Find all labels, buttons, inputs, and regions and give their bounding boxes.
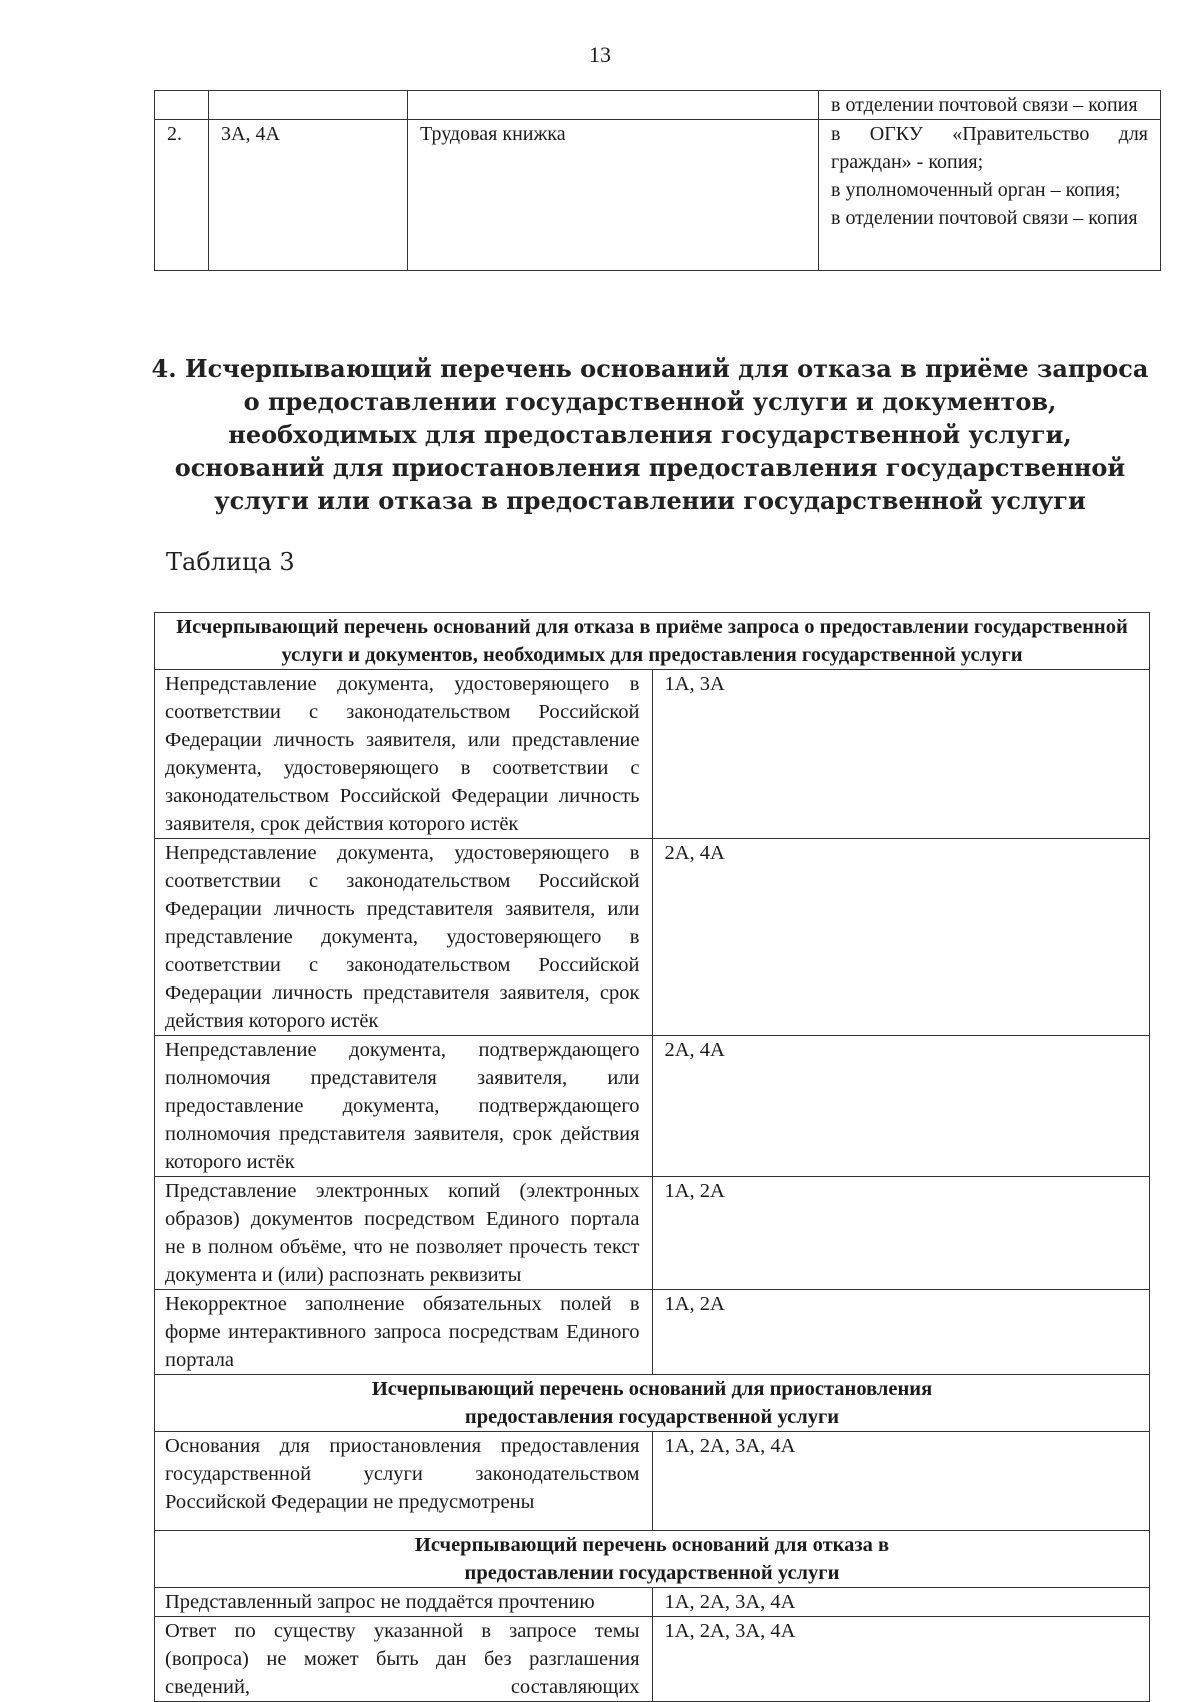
table-row	[155, 1177, 1150, 1290]
section-header-suspension: Исчерпывающий перечень оснований для приостановления предоставления государственной услуги	[155, 1375, 1150, 1432]
table-row	[155, 839, 1150, 1036]
section-header-row	[155, 1375, 1150, 1432]
table-row	[155, 1290, 1150, 1375]
table-cell	[819, 91, 1161, 120]
table-row	[155, 1036, 1150, 1177]
section-heading: 4. Исчерпывающий перечень оснований для отказа в приёме запроса о предоставлении государственной услуги и документов, необходимых для предоставления государственной услуги, оснований для приостановления предоставления государственной услуги или отказа в предоставлении государственной услуги	[151, 354, 1149, 515]
submission-cell	[819, 120, 1161, 271]
table-cell	[209, 91, 408, 120]
ground-text: Непредставление документа, удостоверяющего в соответствии с законодательством Российской Федерации личность представителя заявителя, или представление документа, удостоверяющего в соответствии с законодательством Российской Федерации личность представителя заявителя, срок действия которого истёк	[155, 839, 653, 1036]
section-header-row	[155, 1531, 1150, 1588]
submission-line: в ОГКУ «Правительство для граждан» - копия;	[831, 123, 1148, 173]
ground-codes: 1А, 2А, 3А, 4А	[652, 1432, 1150, 1531]
ground-text: Непредставление документа, удостоверяющего в соответствии с законодательством Российской Федерации личность заявителя, или представление документа, удостоверяющего в соответствии с законодательством Российской Федерации личность заявителя, срок действия которого истёк	[155, 670, 653, 839]
ground-codes: 2А, 4А	[652, 839, 1150, 1036]
ground-text: Непредставление документа, подтверждающего полномочия представителя заявителя, или предоставление документа, подтверждающего полномочия представителя заявителя, срок действия которого истёк	[155, 1036, 653, 1177]
submission-method: в отделении почтовой связи – копия	[831, 94, 1138, 116]
table-cell	[155, 91, 209, 120]
submission-line: в отделении почтовой связи – копия	[831, 207, 1138, 229]
ground-codes: 2А, 4А	[652, 1036, 1150, 1177]
document-cell: Трудовая книжка	[408, 120, 819, 271]
ground-text: Основания для приостановления предоставления государственной услуги законодательством Российской Федерации не предусмотрены	[155, 1432, 653, 1531]
codes-cell: 3А, 4А	[209, 120, 408, 271]
ground-codes: 1А, 2А, 3А, 4А	[652, 1617, 1150, 1702]
ground-text: Представленный запрос не поддаётся прочтению	[155, 1588, 653, 1617]
grounds-table	[154, 612, 1150, 1702]
ground-codes: 1А, 2А	[652, 1177, 1150, 1290]
ground-text: Некорректное заполнение обязательных полей в форме интерактивного запроса посредствам Единого портала	[155, 1290, 653, 1375]
table-label: Таблица 3	[166, 548, 295, 576]
ground-codes: 1А, 2А	[652, 1290, 1150, 1375]
ground-codes: 1А, 3А	[652, 670, 1150, 839]
section-header-row	[155, 613, 1150, 670]
page-number: 13	[589, 42, 611, 67]
table-row	[155, 120, 1161, 271]
table-cell	[408, 91, 819, 120]
ground-codes: 1А, 2А, 3А, 4А	[652, 1588, 1150, 1617]
table-row	[155, 1617, 1150, 1702]
table-row	[155, 1432, 1150, 1531]
row-number-cell: 2.	[155, 120, 209, 271]
section-header-refusal: Исчерпывающий перечень оснований для отказа в предоставлении государственной услуги	[155, 1531, 1150, 1588]
table-row	[155, 670, 1150, 839]
submission-line: в уполномоченный орган – копия;	[831, 179, 1121, 201]
ground-text: Ответ по существу указанной в запросе темы (вопроса) не может быть дан без разглашения сведений, составляющих	[155, 1617, 653, 1702]
documents-table-continued	[154, 90, 1161, 271]
ground-text: Представление электронных копий (электронных образов) документов посредством Единого портала не в полном объёме, что не позволяет прочесть текст документа и (или) распознать реквизиты	[155, 1177, 653, 1290]
section-header-acceptance: Исчерпывающий перечень оснований для отказа в приёме запроса о предоставлении государственной услуги и документов, необходимых для предоставления государственной услуги	[155, 613, 1150, 670]
table-row	[155, 1588, 1150, 1617]
table-row	[155, 91, 1161, 120]
